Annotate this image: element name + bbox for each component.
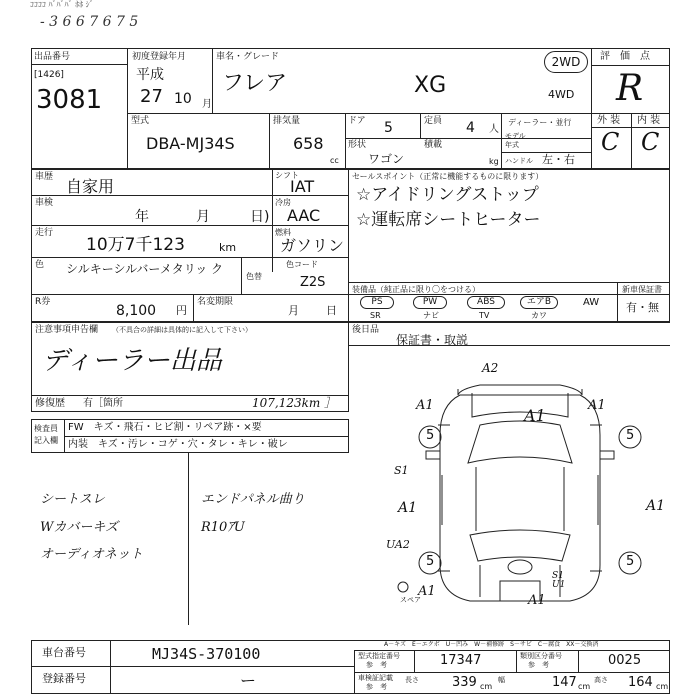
repair-mileage-note: 107,123km ］ (252, 396, 337, 410)
new-warranty-value: 有・無 (626, 301, 659, 314)
wheel-fr: 5 (626, 428, 635, 443)
doors-label: ドア (348, 116, 366, 126)
inspector-note-right-2: R10ｱU (201, 520, 245, 535)
inspector-note-2: Wカバーキズ (40, 520, 119, 535)
handle-value: 左・右 (542, 153, 575, 166)
first-reg-era: 平成 (136, 67, 164, 83)
first-reg-month: 10 (174, 91, 192, 107)
inspection-day: 日) (250, 209, 270, 225)
handwritten-top-number: - 3 6 6 7 6 7 5 (40, 14, 139, 30)
int-label: 内 装 (637, 115, 661, 126)
new-warranty-label: 新車保証書 (622, 285, 662, 294)
type-spec-value: 17347 (440, 653, 482, 668)
inspection-year: 年 (135, 209, 149, 225)
class-no-value: 0025 (608, 653, 642, 668)
fuel-label: 燃料 (275, 228, 291, 237)
score-label: 評 価 点 (600, 51, 650, 62)
lot-code: [1426] (34, 70, 64, 80)
dmg-a1-left-rear: A1 (418, 584, 436, 599)
size-len-label: 長さ (405, 676, 419, 684)
size-len-unit: cm (480, 682, 493, 691)
recycle-unit: 円 (176, 304, 187, 317)
handle-label: ハンドル (505, 157, 533, 165)
first-reg-year: 27 (140, 86, 163, 107)
equip-tv: TV (479, 311, 490, 320)
mileage-unit: km (219, 241, 237, 254)
inspection-month: 月 (196, 209, 210, 225)
load-unit: kg (489, 157, 499, 166)
mileage-value: 10万7千123 (86, 235, 185, 255)
dmg-a1-right-front: A1 (588, 398, 606, 413)
equip-aw: AW (583, 297, 600, 308)
ac-value: AAC (287, 206, 321, 225)
size-hgt-label: 高さ (594, 676, 608, 684)
after-label: 後日品 (352, 325, 380, 335)
top-mark: ｺｺｺｺ ﾊﾞﾊﾞﾊﾞ ﾎﾎ ｼﾞ (30, 0, 94, 9)
equip-airbag: エアB (520, 296, 558, 309)
type-spec-label-1: 型式指定番号 (358, 652, 400, 660)
reg-no-value: ー (240, 671, 257, 690)
dmg-a1-right-side: A1 (646, 498, 666, 514)
name-change-month: 月 (288, 304, 299, 317)
color-swap-label: 色替 (246, 272, 262, 281)
score-value: R (616, 68, 644, 109)
equip-leather: カワ (531, 311, 547, 320)
size-label-1: 車検証記載 (358, 674, 393, 682)
inspector-note-3: オーディオネット (40, 547, 143, 562)
drive-2wd-circled (544, 51, 588, 73)
inspector-note-right-1: エンドパネル曲り (201, 492, 305, 507)
capacity-label: 定員 (424, 116, 443, 126)
model-year-label1: モデル (505, 132, 526, 140)
color-code-label: 色コード (286, 260, 318, 269)
class-no-label-1: 類別区分番号 (520, 652, 562, 660)
dealer-label: ディーラー・並行 (508, 118, 572, 127)
dmg-a1-rear: A1 (528, 593, 546, 608)
lot-number: 3081 (36, 85, 103, 115)
capacity-value: 4 (466, 120, 475, 136)
inspector-label-1: 検査員 (34, 424, 58, 433)
capacity-unit: 人 (489, 124, 499, 135)
shape-value: ワゴン (368, 152, 405, 166)
repair-label: 修復歴 (35, 398, 65, 409)
notes-handwriting: ディーラー出品 (42, 346, 222, 376)
recycle-value: 8,100 (116, 303, 157, 319)
shift-value: IAT (290, 177, 315, 196)
inspector-row-1: FW キズ・飛石・ヒビ割・リペア跡・×要 (68, 422, 262, 433)
car-grade: XG (414, 73, 447, 98)
doors-value: 5 (384, 120, 393, 136)
ac-label: 冷房 (275, 198, 291, 207)
displacement-value: 658 (293, 134, 324, 153)
car-label: 車名・グレード (216, 52, 280, 62)
first-reg-month-unit: 月 (202, 99, 212, 110)
name-change-label: 名変期限 (197, 297, 234, 307)
recycle-label: R券 (35, 297, 51, 307)
wheel-rl: 5 (426, 554, 435, 569)
sales-point-2: ☆運転席シートヒーター (356, 210, 541, 230)
sales-point-1: ☆アイドリングストップ (356, 185, 539, 205)
type-spec-label-2: 参 考 (366, 661, 387, 669)
lot-label: 出品番号 (34, 52, 71, 62)
drive-2wd: 2WD (551, 55, 581, 69)
size-len-value: 339 (452, 675, 477, 690)
wheel-rr: 5 (626, 554, 635, 569)
inspection-label: 車検 (35, 198, 54, 208)
mileage-label: 走行 (35, 228, 54, 238)
equip-pw: PW (413, 296, 447, 309)
dmg-ua2-left: UA2 (386, 538, 410, 551)
ext-value: C (601, 128, 620, 156)
color-value: シルキーシルバーメタリッ ク (66, 262, 224, 276)
reg-no-label: 登録番号 (42, 672, 86, 685)
inspector-label-2: 記入欄 (34, 436, 58, 445)
dmg-s1-left: S1 (394, 464, 409, 477)
spare-label: スペア (400, 596, 421, 604)
dmg-s1-u1-rear: S1 U1 (552, 571, 566, 590)
first-reg-label: 初度登録年月 (132, 52, 187, 62)
size-hgt-unit: cm (656, 682, 669, 691)
equip-sr: SR (370, 311, 381, 320)
load-label: 積載 (424, 140, 443, 150)
dmg-a1-left-front: A1 (416, 398, 434, 413)
repair-value: 有［箇所 (83, 398, 123, 409)
drive-4wd: 4WD (548, 88, 575, 101)
history-label: 車歴 (35, 172, 54, 182)
int-value: C (641, 128, 660, 156)
chassis-value: MJ34S-370100 (152, 645, 261, 663)
model-label: 型式 (131, 116, 150, 126)
dmg-a1-left-side: A1 (398, 500, 418, 516)
color-code: Z2S (300, 275, 326, 290)
size-wid-label: 幅 (498, 676, 505, 684)
fuel-value: ガソリン (280, 236, 345, 255)
ext-label: 外 装 (597, 115, 621, 126)
wheel-fl: 5 (426, 428, 435, 443)
car-name: フレア (222, 71, 288, 96)
displacement-unit: cc (330, 156, 339, 165)
equip-ps: PS (360, 296, 394, 309)
chassis-label: 車台番号 (42, 646, 86, 659)
name-change-day: 日 (326, 304, 337, 317)
class-no-label-2: 参 考 (528, 661, 549, 669)
inspector-note-1: シートスレ (40, 492, 105, 507)
size-wid-value: 147 (552, 675, 577, 690)
size-label-2: 参 考 (366, 683, 387, 691)
model-year-label2: 年式 (505, 141, 519, 149)
size-hgt-value: 164 (628, 675, 653, 690)
notes-sublabel: （不具合の詳細は具体的に記入して下さい） (112, 326, 252, 334)
equip-abs: ABS (467, 296, 505, 309)
equipment-label: 装備品（純正品に限り〇をつける） (352, 285, 480, 294)
inspector-row-2: 内装 キズ・汚レ・コゲ・穴・タレ・キレ・破レ (68, 439, 288, 450)
after-value: 保証書・取説 (396, 333, 469, 347)
shift-label: シフト (275, 171, 299, 180)
history-value: 自家用 (66, 177, 115, 196)
shape-label: 形状 (348, 140, 367, 150)
notes-label: 注意事項申告欄 (35, 325, 99, 335)
displacement-label: 排気量 (273, 116, 301, 126)
dmg-a2-top: A2 (482, 361, 499, 375)
color-label: 色 (35, 260, 45, 270)
dmg-a1-front: A1 (524, 406, 546, 425)
damage-legend: A－キズ E－エクボ U－凹み W－補修跡 S－サビ C－腐食 XX－交換済 (384, 641, 599, 648)
equip-navi: ナビ (423, 311, 439, 320)
size-wid-unit: cm (578, 682, 591, 691)
model-value: DBA-MJ34S (146, 134, 235, 153)
sales-label: セールスポイント（正常に機能するものに限ります） (352, 172, 544, 181)
